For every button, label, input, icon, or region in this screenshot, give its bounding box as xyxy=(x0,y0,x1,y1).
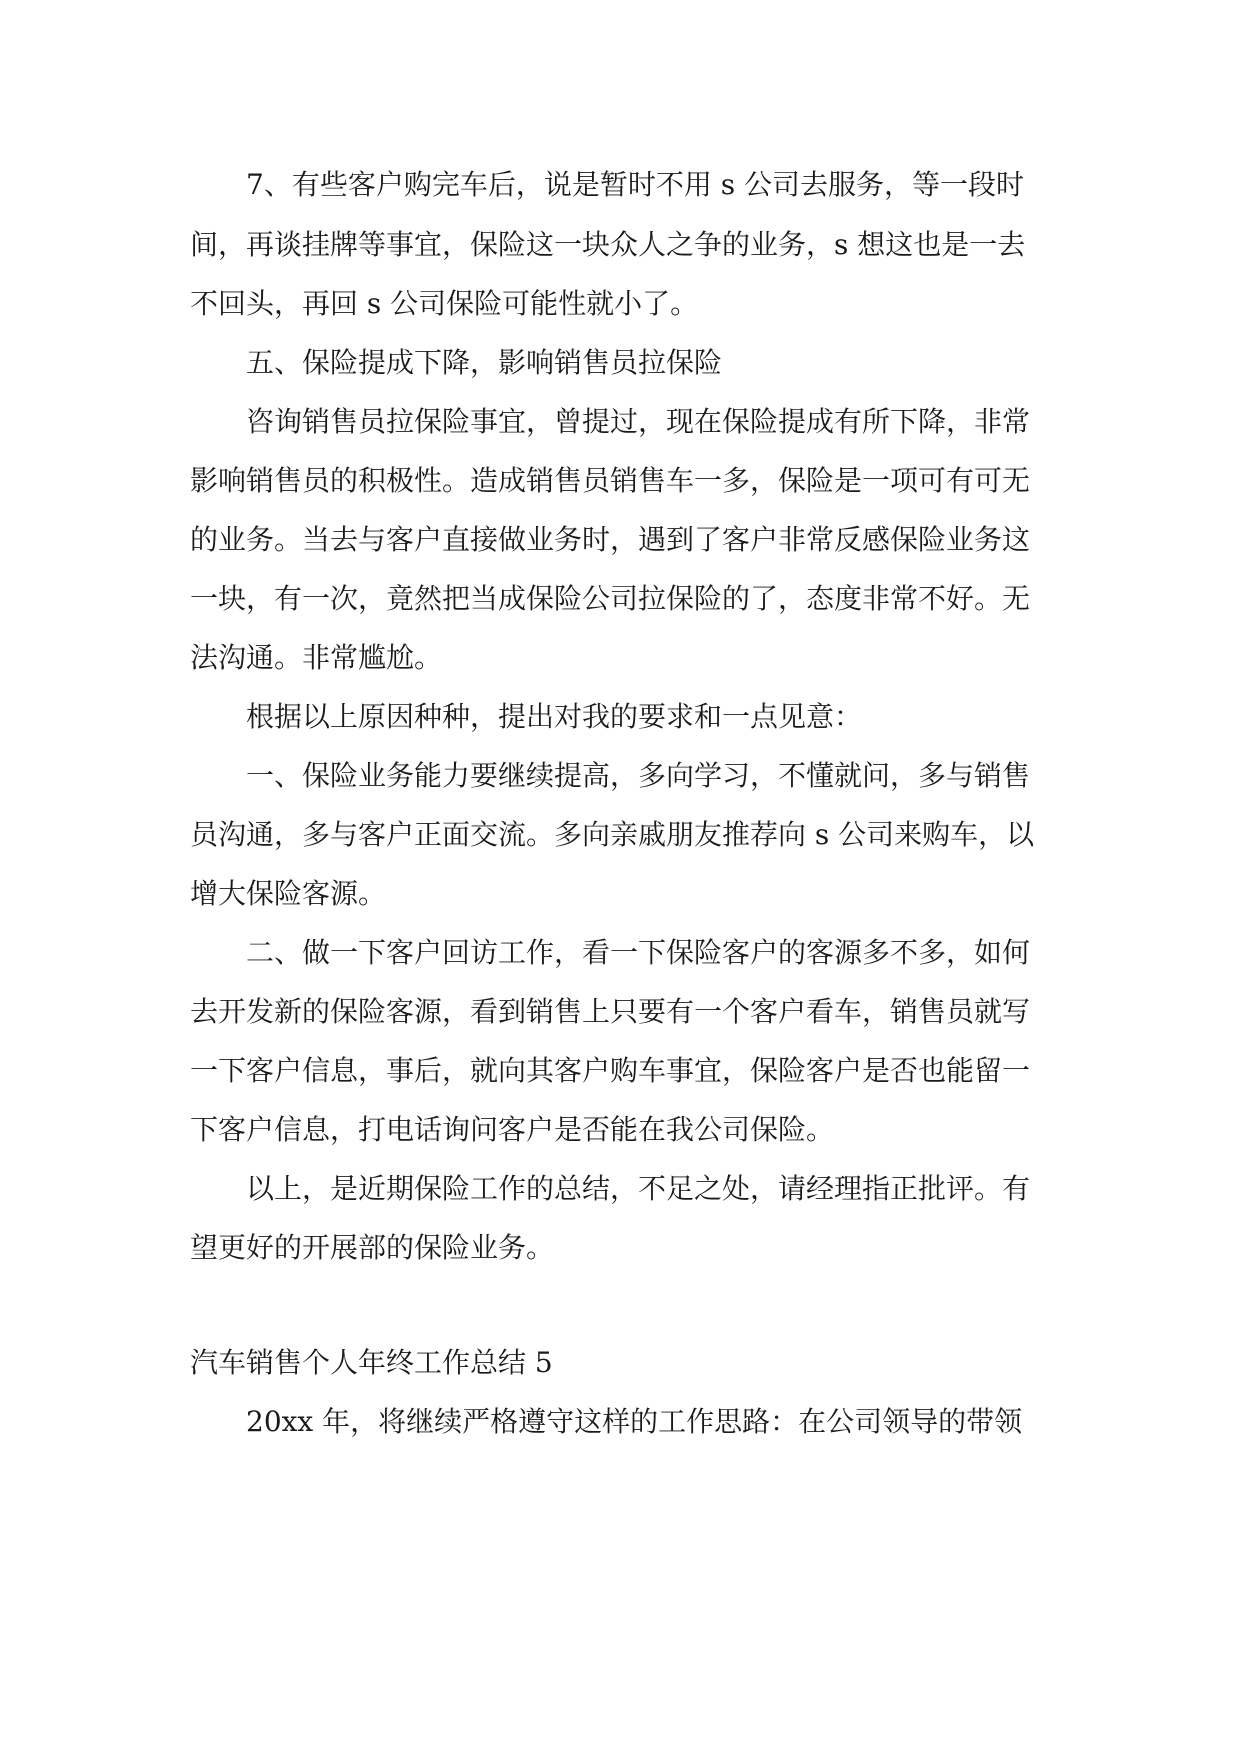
paragraph-line: 根据以上原因种种，提出对我的要求和一点见意： xyxy=(246,700,863,733)
paragraph-line: 去开发新的保险客源，看到销售上只要有一个客户看车，销售员就写 xyxy=(190,995,1031,1028)
paragraph-line: 一下客户信息，事后，就向其客户购车事宜，保险客户是否也能留一 xyxy=(190,1054,1031,1087)
paragraph-line: 20xx 年，将继续严格遵守这样的工作思路：在公司领导的带领 xyxy=(246,1405,1023,1438)
paragraph-line: 7、有些客户购完车后，说是暂时不用 s 公司去服务，等一段时 xyxy=(246,168,1024,201)
paragraph-line: 咨询销售员拉保险事宜，曾提过，现在保险提成有所下降，非常 xyxy=(246,405,1031,438)
paragraph-line: 一块，有一次，竟然把当成保险公司拉保险的了，态度非常不好。无 xyxy=(190,582,1031,615)
document-title: 汽车销售个人年终工作总结 5 xyxy=(190,1346,553,1379)
paragraph-line: 间，再谈挂牌等事宜，保险这一块众人之争的业务，s 想这也是一去 xyxy=(190,228,1026,261)
paragraph-line: 一、保险业务能力要继续提高，多向学习，不懂就问，多与销售 xyxy=(246,759,1031,792)
paragraph-line: 不回头，再回 s 公司保险可能性就小了。 xyxy=(190,287,699,320)
section-heading: 五、保险提成下降，影响销售员拉保险 xyxy=(246,346,723,379)
paragraph-line: 的业务。当去与客户直接做业务时，遇到了客户非常反感保险业务这 xyxy=(190,523,1031,556)
paragraph-line: 以上，是近期保险工作的总结，不足之处，请经理指正批评。有 xyxy=(246,1172,1031,1205)
paragraph-line: 望更好的开展部的保险业务。 xyxy=(190,1231,555,1264)
paragraph-line: 下客户信息，打电话询问客户是否能在我公司保险。 xyxy=(190,1113,835,1146)
paragraph-line: 增大保险客源。 xyxy=(190,877,387,910)
paragraph-line: 法沟通。非常尴尬。 xyxy=(190,641,443,674)
paragraph-line: 影响销售员的积极性。造成销售员销售车一多，保险是一项可有可无 xyxy=(190,464,1031,497)
paragraph-line: 二、做一下客户回访工作，看一下保险客户的客源多不多，如何 xyxy=(246,936,1031,969)
document-page xyxy=(190,0,1055,1754)
paragraph-line: 员沟通，多与客户正面交流。多向亲戚朋友推荐向 s 公司来购车，以 xyxy=(190,818,1035,851)
